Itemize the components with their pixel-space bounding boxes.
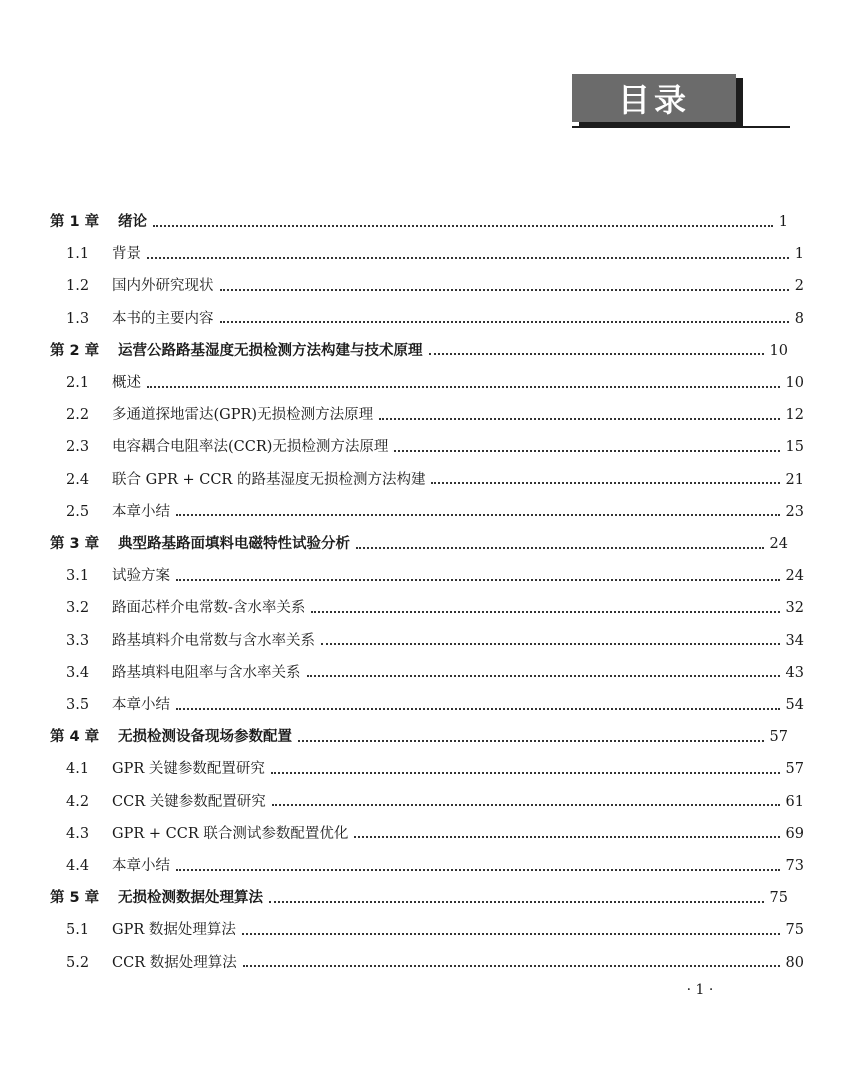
dot-leader (271, 771, 780, 774)
toc-entry-title: 路基填料介电常数与含水率关系 (112, 632, 315, 649)
toc-entry-title: 本章小结 (112, 697, 170, 713)
toc-entry-title: CCR 数据处理算法 (112, 954, 237, 971)
toc-section-entry[interactable] (0, 914, 856, 946)
toc-section-entry[interactable] (0, 496, 856, 528)
toc-entry-page: 21 (785, 471, 804, 488)
toc-entry-title: 无损检测设备现场参数配置 (118, 729, 292, 746)
toc-entry-title: GPR 关键参数配置研究 (112, 761, 265, 778)
toc-entry-page: 23 (785, 503, 804, 520)
toc-entry-page: 73 (785, 858, 804, 874)
toc-entry-page: 24 (769, 536, 788, 552)
toc-entry-page: 24 (785, 568, 804, 585)
toc-entry-page: 12 (785, 407, 804, 424)
page-title: 目录 (617, 81, 690, 119)
toc-entry-number: 3.2 (66, 600, 90, 617)
toc-entry-number: 第 5 章 (50, 890, 100, 907)
toc-entry-page: 75 (785, 922, 804, 939)
toc-entry-title: 本章小结 (112, 858, 170, 874)
toc-entry-number: 1.3 (66, 310, 90, 327)
toc-entry-page: 43 (785, 664, 804, 681)
toc-entry-number: 3.3 (66, 632, 90, 649)
toc-chapter-entry[interactable] (0, 528, 840, 560)
toc-title-banner (572, 74, 736, 122)
toc-chapter-entry[interactable] (0, 206, 840, 238)
toc-entry-page: 57 (785, 761, 804, 778)
toc-section-entry[interactable] (0, 850, 856, 882)
toc-entry-page: 80 (785, 954, 804, 971)
toc-entry-title: 概述 (112, 375, 141, 391)
toc-chapter-entry[interactable] (0, 335, 840, 367)
dot-leader (147, 385, 780, 388)
dot-leader (311, 610, 779, 613)
toc-entry-page: 54 (785, 697, 804, 713)
toc-entry-title: 本章小结 (112, 503, 170, 520)
toc-entry-title: 绪论 (118, 214, 147, 230)
toc-entry-page: 15 (785, 439, 804, 456)
toc-section-entry[interactable] (0, 238, 856, 270)
toc-entry-page: 1 (794, 246, 804, 263)
toc-entry-page: 61 (785, 793, 804, 810)
dot-leader (153, 224, 773, 227)
toc-entry-title: 运营公路路基湿度无损检测方法构建与技术原理 (118, 342, 423, 359)
toc-entry-title: CCR 关键参数配置研究 (112, 793, 266, 810)
dot-leader (321, 642, 780, 645)
dot-leader (242, 932, 780, 935)
toc-entry-title: 本书的主要内容 (112, 310, 214, 327)
toc-entry-page: 2 (794, 278, 804, 295)
toc-entry-title: 路基填料电阻率与含水率关系 (112, 664, 301, 681)
toc-entry-number: 3.1 (66, 568, 90, 585)
toc-entry-page: 75 (769, 890, 788, 907)
dot-leader (243, 964, 780, 967)
toc-entry-title: 国内外研究现状 (112, 278, 214, 295)
toc-entry-title: 联合 GPR + CCR 的路基湿度无损检测方法构建 (112, 471, 426, 488)
page-number: · 1 · (686, 982, 714, 998)
toc-entry-number: 4.4 (66, 858, 90, 874)
toc-entry-title: 多通道探地雷达(GPR)无损检测方法原理 (112, 407, 374, 424)
dot-leader (272, 803, 780, 806)
dot-leader (394, 449, 779, 452)
toc-entry-number: 2.1 (66, 375, 90, 391)
toc-entry-number: 4.3 (66, 825, 90, 842)
toc-entry-number: 3.4 (66, 664, 90, 681)
toc-entry-title: 无损检测数据处理算法 (118, 890, 263, 907)
toc-entry-number: 4.2 (66, 793, 90, 810)
toc-section-entry[interactable] (0, 689, 856, 721)
toc-chapter-entry[interactable] (0, 721, 840, 753)
toc-entry-number: 2.2 (66, 407, 90, 424)
toc-entry-number: 4.1 (66, 761, 90, 778)
toc-entry-number: 1.2 (66, 278, 90, 295)
dot-leader (298, 739, 764, 742)
toc-section-entry[interactable] (0, 786, 856, 818)
dot-leader (220, 288, 789, 291)
toc-section-entry[interactable] (0, 657, 856, 689)
toc-section-entry[interactable] (0, 399, 856, 431)
toc-entry-title: 典型路基路面填料电磁特性试验分析 (118, 536, 350, 552)
toc-entry-number: 1.1 (66, 246, 90, 263)
toc-entry-number: 3.5 (66, 697, 90, 713)
dot-leader (176, 868, 780, 871)
toc-entry-title: GPR 数据处理算法 (112, 922, 236, 939)
toc-entry-page: 69 (785, 825, 804, 842)
toc-entry-page: 34 (785, 632, 804, 649)
dot-leader (429, 352, 764, 355)
toc-entry-number: 2.4 (66, 471, 90, 488)
toc-section-entry[interactable] (0, 303, 856, 335)
toc-entry-page: 1 (778, 214, 788, 230)
dot-leader (354, 835, 779, 838)
toc-entry-number: 5.2 (66, 954, 90, 971)
dot-leader (431, 481, 779, 484)
dot-leader (307, 674, 780, 677)
toc-section-entry[interactable] (0, 367, 856, 399)
toc-section-entry[interactable] (0, 560, 856, 592)
dot-leader (269, 900, 764, 903)
toc-entry-number: 5.1 (66, 922, 90, 939)
toc-entry-number: 2.5 (66, 503, 90, 520)
toc-entry-page: 10 (785, 375, 804, 391)
toc-section-entry[interactable] (0, 270, 856, 302)
toc-entry-number: 第 1 章 (50, 214, 100, 230)
toc-entry-page: 57 (769, 729, 788, 746)
toc-entry-title: 试验方案 (112, 568, 170, 585)
toc-section-entry[interactable] (0, 592, 856, 624)
toc-chapter-entry[interactable] (0, 882, 840, 914)
dot-leader (176, 707, 780, 710)
toc-section-entry[interactable] (0, 947, 856, 979)
toc-section-entry[interactable] (0, 431, 856, 463)
toc-entry-page: 10 (769, 342, 788, 359)
toc-entry-page: 32 (785, 600, 804, 617)
toc-section-entry[interactable] (0, 625, 856, 657)
toc-entry-page: 8 (794, 310, 804, 327)
toc-section-entry[interactable] (0, 464, 856, 496)
dot-leader (356, 546, 764, 549)
toc-section-entry[interactable] (0, 818, 856, 850)
toc-entry-number: 第 4 章 (50, 729, 100, 746)
toc-entry-number: 第 3 章 (50, 536, 100, 552)
dot-leader (176, 513, 780, 516)
toc-entry-number: 第 2 章 (50, 342, 100, 359)
dot-leader (176, 578, 780, 581)
title-underline (572, 126, 790, 128)
toc-entry-title: GPR + CCR 联合测试参数配置优化 (112, 825, 349, 842)
dot-leader (147, 256, 789, 259)
toc-entry-title: 背景 (112, 246, 141, 263)
dot-leader (220, 320, 789, 323)
toc-entry-title: 路面芯样介电常数-含水率关系 (112, 600, 306, 617)
dot-leader (379, 417, 779, 420)
toc-entry-number: 2.3 (66, 439, 90, 456)
toc-entry-title: 电容耦合电阻率法(CCR)无损检测方法原理 (112, 439, 389, 456)
toc-section-entry[interactable] (0, 753, 856, 785)
